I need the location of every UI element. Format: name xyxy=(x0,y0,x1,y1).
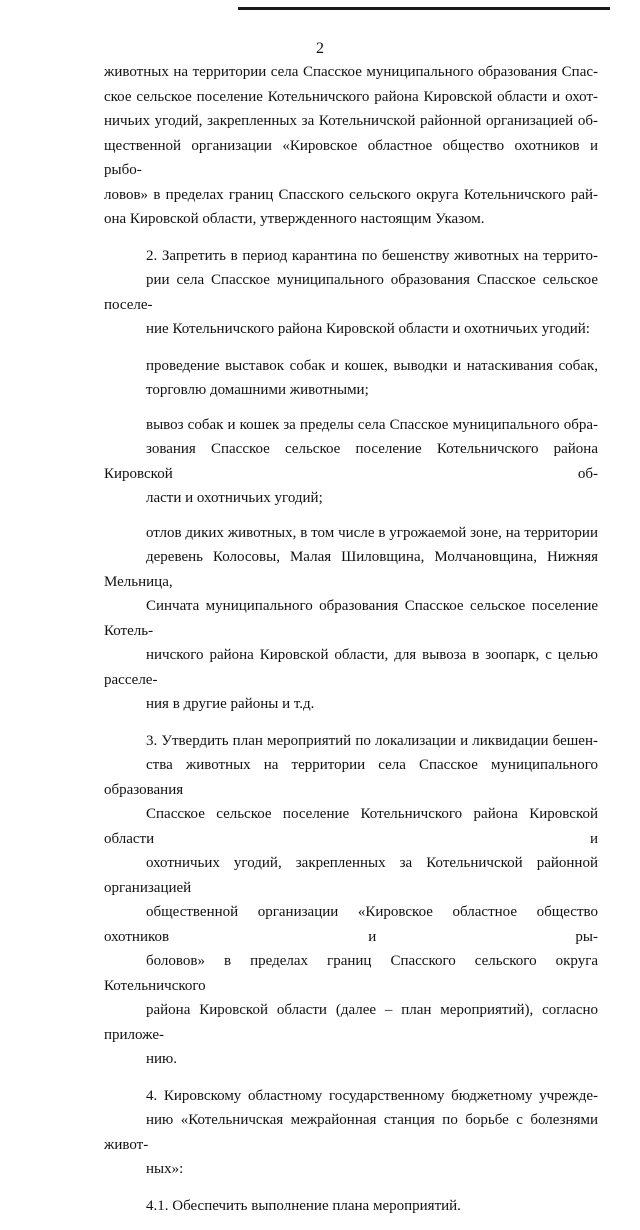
text-line: ловов» в пределах границ Спасского сельского округа Котельничского рай- xyxy=(104,186,598,203)
text-line: ское сельское поселение Котельничского района Кировской области и охот- xyxy=(104,88,598,105)
document-body xyxy=(104,60,598,1230)
text-line: деревень Колосовы, Малая Шиловщина, Молчановщина, Нижняя Мельница, xyxy=(104,549,598,590)
text-line: ных»: xyxy=(146,1161,184,1177)
text-line: рии села Спасское муниципального образования Спасское сельское поселе- xyxy=(104,272,598,313)
text-line: ства животных на территории села Спасское муниципального образования xyxy=(104,757,598,798)
text-line: 4.1. Обеспечить выполнение плана мероприятий. xyxy=(146,1197,461,1214)
paragraph-item-2-b xyxy=(104,413,598,511)
text-line: она Кировской области, утвержденного настоящим Указом. xyxy=(104,211,485,227)
text-line: отлов диких животных, в том числе в угрожаемой зоне, на территории xyxy=(146,524,598,541)
text-line: Синчата муниципального образования Спасское сельское поселение Котель- xyxy=(104,598,598,639)
text-line: нию. xyxy=(146,1051,178,1067)
paragraph-item-2-c xyxy=(104,521,598,717)
text-line: нию «Котельничская межрайонная станция по борьбе с болезнями живот- xyxy=(104,1112,598,1153)
text-line: проведение выставок собак и кошек, выводки и натаскивания собак, xyxy=(146,357,598,374)
text-line: ние Котельничского района Кировской области и охотничьих угодий: xyxy=(146,321,590,337)
text-line: ласти и охотничьих угодий; xyxy=(146,490,323,506)
text-line: охотничьих угодий, закрепленных за Котельничской районной организацией xyxy=(104,855,598,896)
text-line: 4. Кировскому областному государственному бюджетному учрежде- xyxy=(146,1087,598,1104)
text-line: вывоз собак и кошек за пределы села Спасское муниципального обра- xyxy=(146,416,598,433)
text-line: ничьих угодий, закрепленных за Котельничской районной организацией об- xyxy=(104,113,598,129)
paragraph-item-4 xyxy=(104,1084,598,1182)
paragraph-item-2-a xyxy=(104,354,598,403)
text-line: зования Спасское сельское поселение Котельничского района Кировской об- xyxy=(104,441,598,482)
text-line: района Кировской области (далее – план мероприятий), согласно приложе- xyxy=(104,1002,598,1043)
text-line: боловов» в пределах границ Спасского сельского округа Котельничского xyxy=(104,953,598,994)
text-line: 3. Утвердить план мероприятий по локализации и ликвидации бешен- xyxy=(146,732,598,749)
text-line: ничского района Кировской области, для вывоза в зоопарк, с целью расселе- xyxy=(104,647,598,688)
paragraph-item-2 xyxy=(104,244,598,342)
paragraph-item-3 xyxy=(104,729,598,1072)
text-line: ния в другие районы и т.д. xyxy=(146,696,315,712)
text-line: торговлю домашними животными; xyxy=(146,382,369,398)
top-rule xyxy=(238,7,610,10)
page-number: 2 xyxy=(316,40,324,57)
text-line: щественной организации «Кировское областное общество охотников и рыбо- xyxy=(104,137,598,178)
text-line: общественной организации «Кировское областное общество охотников и ры- xyxy=(104,904,598,945)
text-line: животных на территории села Спасское муниципального образования Спас- xyxy=(104,64,598,80)
paragraph-item-4-1 xyxy=(104,1194,598,1219)
text-line: Спасское сельское поселение Котельничского района Кировской области и xyxy=(104,806,598,847)
paragraph-continuation xyxy=(104,60,598,232)
text-line: 2. Запретить в период карантина по бешенству животных на террито- xyxy=(146,247,598,264)
